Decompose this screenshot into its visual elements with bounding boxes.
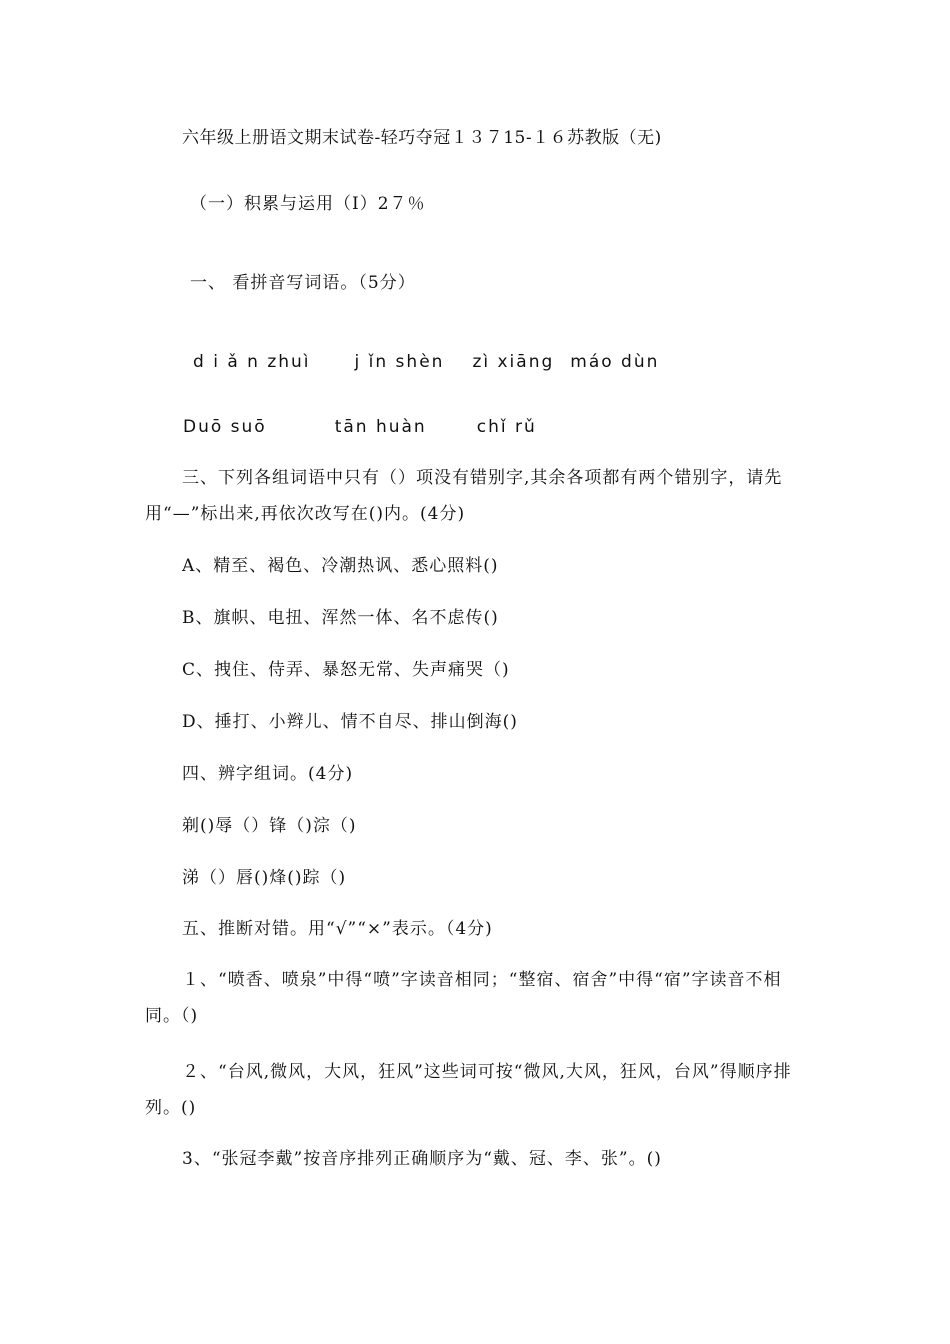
question-5-heading: 五、推断对错。用“√”“×”表示。（4分) [182,919,493,939]
question-1-heading: 一、 看拼音写词语。（5分） [190,273,416,293]
word-group-row-1: 剃()辱（）锋（)淙（) [182,816,357,836]
pinyin-item: máo dùn [570,352,660,372]
option-a: A、精至、褐色、冷潮热讽、悉心照料() [182,556,499,576]
question-4-heading: 四、辨字组词。(4分) [182,764,354,784]
pinyin-item: j ǐn shèn [354,352,445,372]
option-c: C、拽住、侍弄、暴怒无常、失声痛哭（) [182,660,510,680]
section-heading: （一）积累与运用（Ⅰ）2７％ [190,194,426,214]
question-3-heading: 三、下列各组词语中只有（）项没有错别字,其余各项都有两个错别字，请先用“—”标出来,再依次改写在()内。(4分) [145,468,783,524]
pinyin-row-2 [183,416,537,438]
pinyin-item: chǐ rǔ [476,417,537,437]
pinyin-row-1 [193,351,659,373]
judgement-item-1: １、“喷香、喷泉”中得“喷”字读音相同；“整宿、宿舍”中得“宿”字读音不相同。（) [145,970,782,1026]
option-d: D、捶打、小辫儿、情不自尽、排山倒海() [182,712,518,732]
judgement-item-2: ２、“台风,微风，大风，狂风”这些词可按“微风,大风，狂风，台风”得顺序排列。() [145,1062,792,1118]
pinyin-item: zì xiāng [472,352,555,372]
pinyin-item: d i ǎ n zhuì [193,352,311,372]
pinyin-item: tān huàn [334,417,427,437]
word-group-row-2: 涕（）唇()烽()踪（) [182,868,347,888]
judgement-item-3: 3、“张冠李戴”按音序排列正确顺序为“戴、冠、李、张”。() [182,1149,662,1169]
pinyin-item: Duō suō [183,417,267,437]
document-title: 六年级上册语文期末试卷-轻巧夺冠１３７15-１６苏教版（无) [182,128,662,148]
option-b: B、旗帜、电扭、浑然一体、名不虑传() [182,608,499,628]
